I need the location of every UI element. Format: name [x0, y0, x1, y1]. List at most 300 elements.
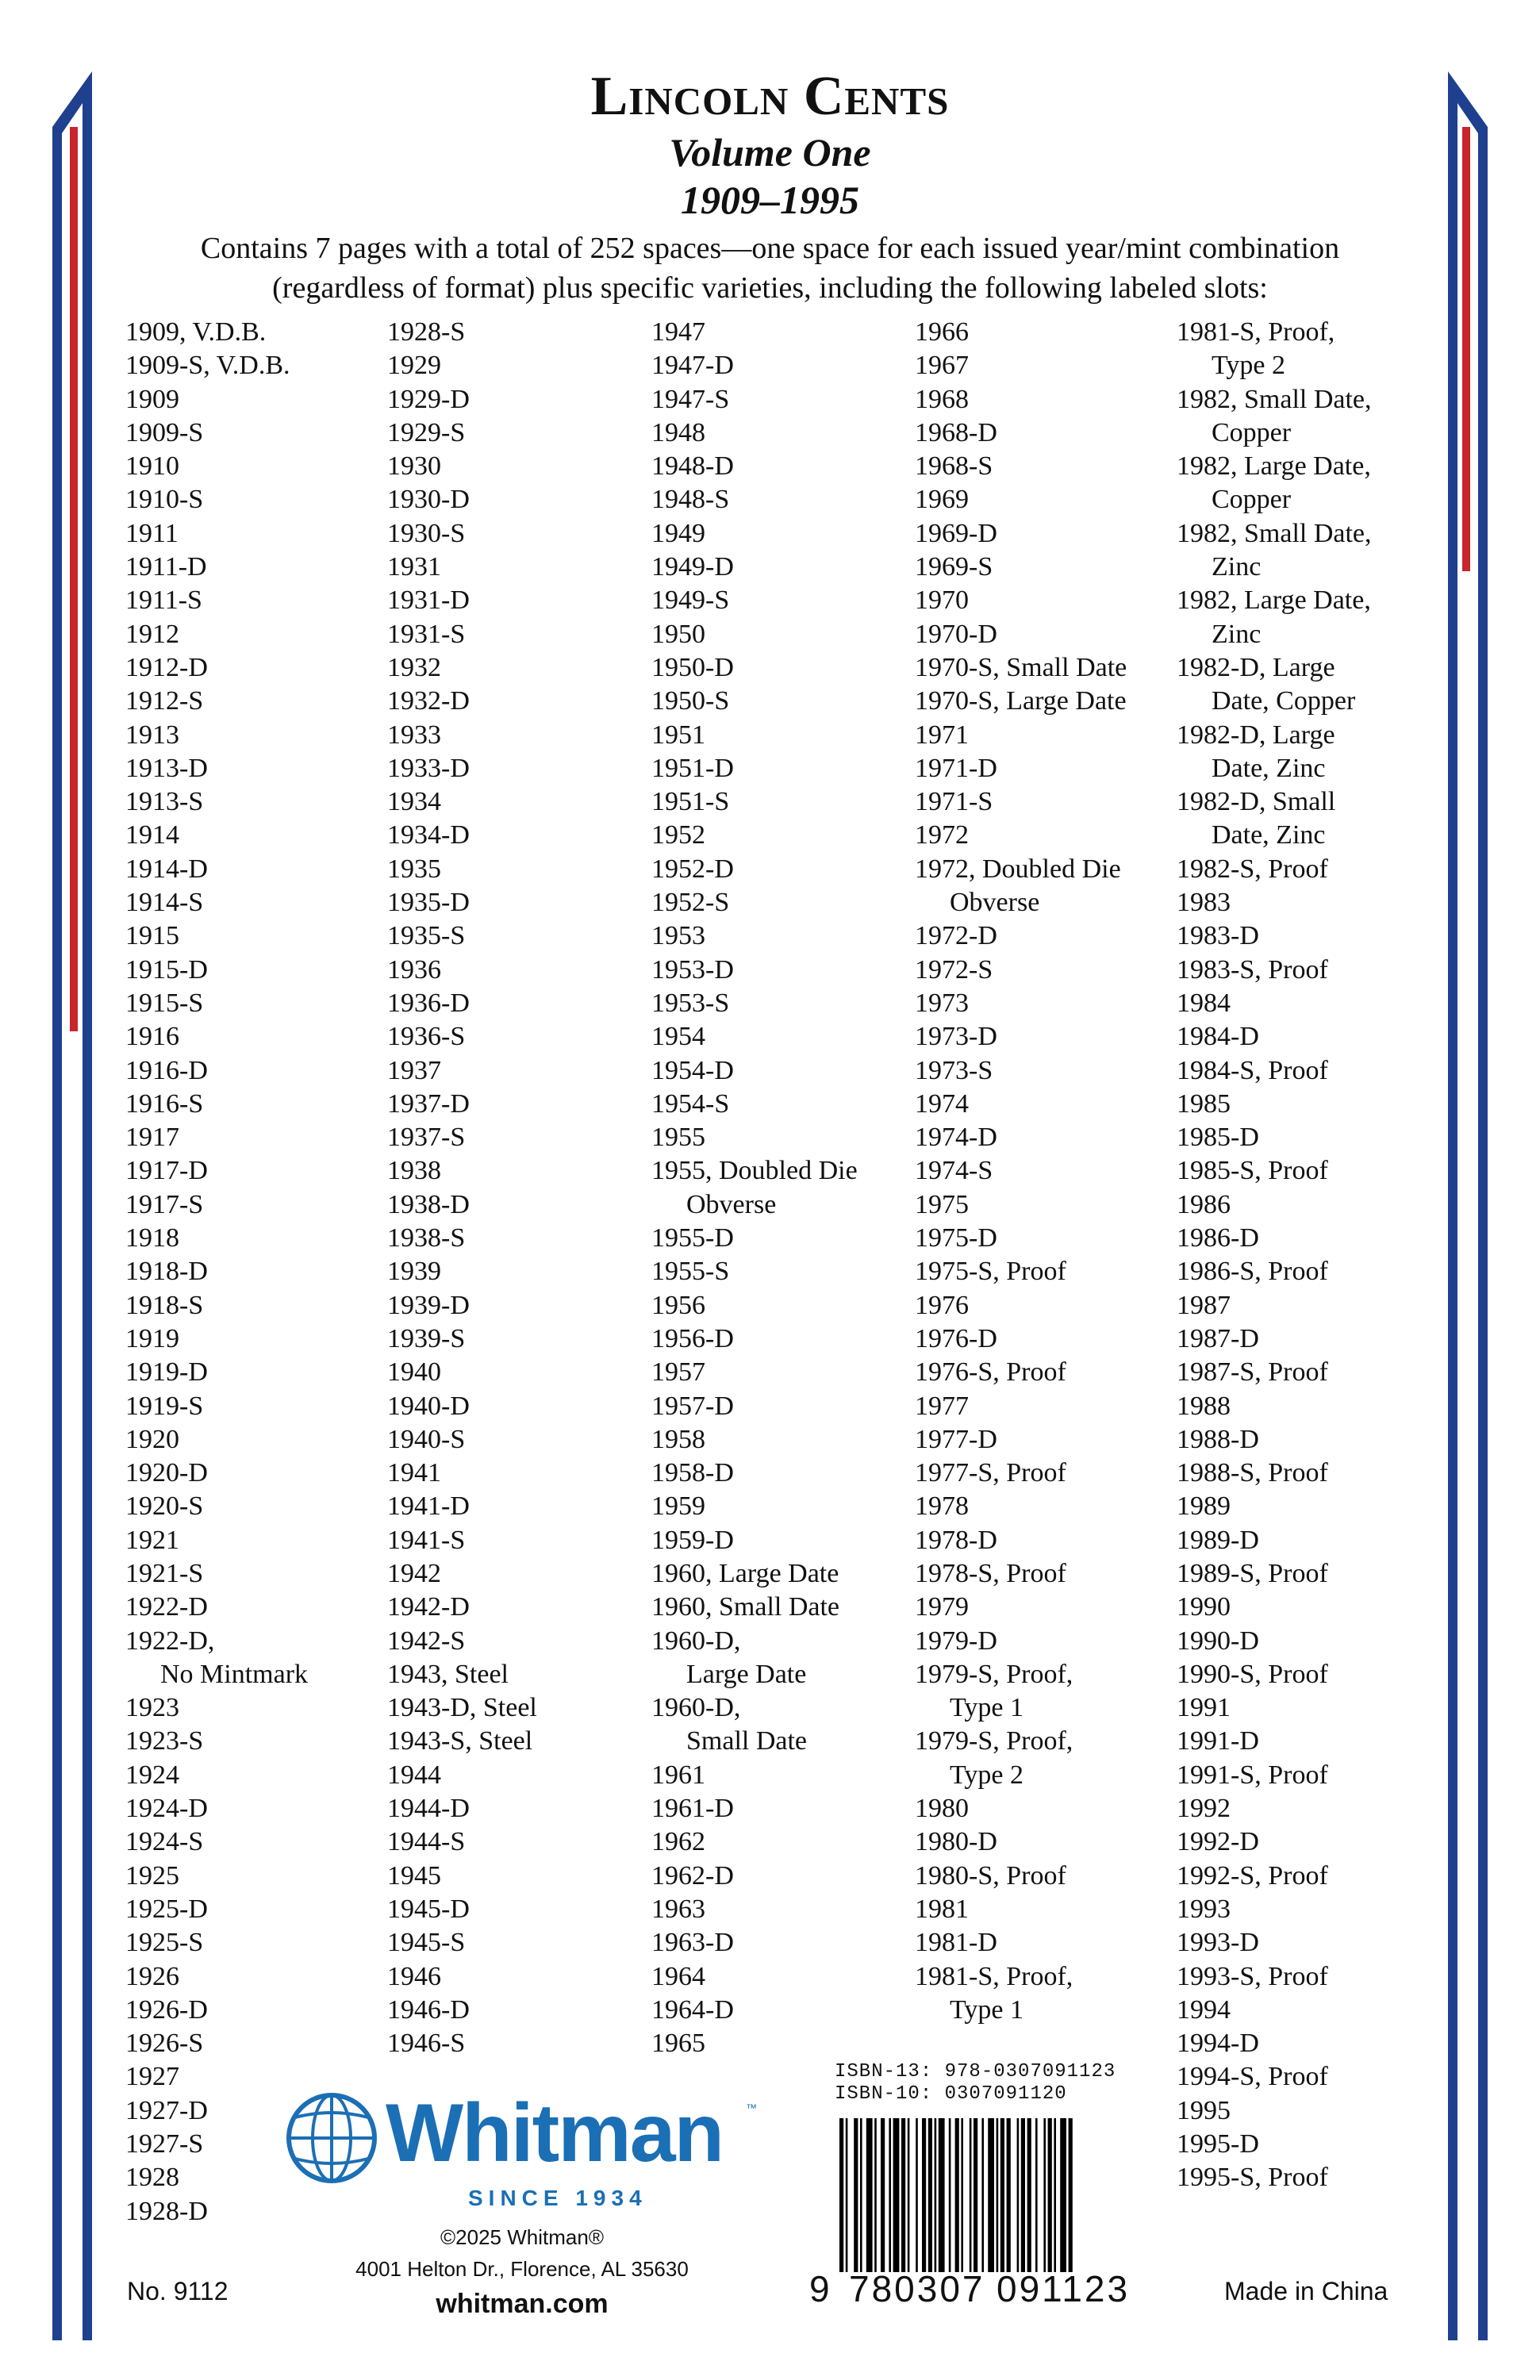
slot-entry [651, 551, 913, 584]
slot-entry [651, 785, 913, 819]
barcode-bar [860, 2118, 862, 2272]
barcode-bar [988, 2118, 994, 2272]
barcode-bar [939, 2118, 945, 2272]
slot-entry [387, 1490, 649, 1523]
slot-label: 1959-D [651, 1525, 734, 1555]
slot-entry [1177, 1625, 1438, 1658]
slot-label: 1962-D [651, 1860, 734, 1891]
barcode-bar [874, 2118, 877, 2272]
slot-entry [387, 1222, 649, 1255]
slot-label: 1977 [915, 1391, 969, 1421]
slot-entry [915, 752, 1177, 785]
slot-label: 1968-D [915, 417, 997, 447]
slot-label: 1920 [125, 1424, 179, 1454]
slot-label: 1918 [125, 1223, 179, 1253]
slot-entry [651, 719, 913, 752]
slot-label: 1972, Doubled Die [915, 854, 1121, 884]
barcode-bar [949, 2118, 951, 2272]
slot-entry [125, 651, 387, 685]
slot-label: 1982-D, Small [1177, 787, 1336, 817]
slot-label: 1985 [1177, 1088, 1231, 1119]
slot-label: 1941 [387, 1458, 441, 1488]
slot-label: 1919 [125, 1323, 179, 1353]
slot-entry [915, 584, 1177, 617]
slot-entry [651, 1557, 913, 1591]
slot-label: 1961 [651, 1760, 705, 1790]
slot-entry [1177, 1658, 1438, 1691]
slot-entry [387, 1054, 649, 1088]
slot-entry [651, 618, 913, 651]
slot-entry [651, 517, 913, 551]
slot-label: 1951 [651, 720, 705, 750]
slot-entry [651, 651, 913, 685]
slot-label: 1928-D [125, 2196, 208, 2226]
slot-entry [651, 1759, 913, 1792]
slot-label: 1985-D [1177, 1123, 1259, 1153]
slot-label: 1911 [125, 518, 179, 548]
slot-label: 1938-S [387, 1223, 466, 1253]
slot-label: 1929-S [387, 417, 466, 447]
slot-entry [387, 1356, 649, 1389]
slot-label: 1916-D [125, 1055, 208, 1085]
slot-label: 1982, Large Date, [1177, 585, 1371, 616]
slot-label: 1926 [125, 1961, 179, 1991]
slot-label: 1974-S [915, 1156, 993, 1186]
slot-entry [915, 1188, 1177, 1222]
slot-label: 1969-S [915, 552, 993, 582]
slot-label: 1986 [1177, 1189, 1231, 1219]
slot-entry [1177, 1860, 1438, 1893]
slot-entry [125, 383, 387, 416]
slot-entry [651, 1490, 913, 1523]
slot-label: 1936 [387, 954, 441, 985]
slot-label: 1923-S [125, 1726, 204, 1756]
slot-label: 1950 [651, 619, 705, 649]
slot-entry [387, 1088, 649, 1121]
slot-label: 1982, Small Date, [1177, 384, 1372, 414]
slot-label: 1919-D [125, 1357, 208, 1388]
item-number: No. 9112 [127, 2277, 229, 2305]
page-title: Lincoln Cents [590, 66, 950, 127]
slot-entry [387, 1154, 649, 1188]
slot-entry [125, 450, 387, 483]
slot-label: 1930-S [387, 518, 466, 548]
barcode-bar [1027, 2118, 1031, 2272]
slot-label: 1946-D [387, 1994, 470, 2025]
slot-label: 1976-D [915, 1323, 997, 1353]
slot-entry [125, 1457, 387, 1490]
slot-label: 1963-D [651, 1928, 734, 1958]
copyright: ©2025 Whitman® [440, 2225, 604, 2249]
barcode-bar [1035, 2118, 1038, 2272]
slot-label: 1925-S [125, 1928, 204, 1958]
slot-label: 1957 [651, 1357, 705, 1388]
slot-entry [1177, 1289, 1438, 1322]
slot-entry [915, 1625, 1177, 1658]
slot-label: 1994-S, Proof [1177, 2062, 1328, 2092]
slot-label: 1931-S [387, 619, 466, 649]
slot-label: 1940-D [387, 1391, 470, 1421]
slot-label: 1970-S, Small Date [915, 652, 1127, 682]
barcode-bar [1007, 2118, 1011, 2272]
slot-label: 1983-S, Proof [1177, 954, 1328, 985]
slot-entry [125, 1557, 387, 1591]
slot-label: 1977-S, Proof [915, 1458, 1066, 1488]
slot-entry [915, 1658, 1177, 1726]
slot-entry [1177, 785, 1438, 853]
slot-entry [125, 853, 387, 886]
slot-entry [125, 1020, 387, 1054]
slot-entry [651, 1121, 913, 1154]
slot-label: 1939-D [387, 1290, 470, 1320]
slot-entry [651, 954, 913, 987]
slot-label: 1988 [1177, 1391, 1231, 1421]
slot-label: 1988-D [1177, 1424, 1259, 1454]
slot-label: 1941-D [387, 1491, 470, 1522]
slot-entry [125, 1356, 387, 1389]
year-range: 1909–1995 [681, 178, 859, 222]
slot-entry [1177, 1524, 1438, 1557]
slot-entry [1177, 1054, 1438, 1088]
slot-label: 1951-S [651, 787, 730, 817]
slot-entry [387, 819, 649, 852]
slot-label: 1954 [651, 1022, 705, 1052]
slot-entry [915, 1725, 1177, 1792]
slot-label: 1909-S, V.D.B. [125, 351, 290, 381]
slot-label: 1912-S [125, 686, 204, 716]
slot-entry [387, 1289, 649, 1322]
slot-label: 1937-S [387, 1123, 466, 1153]
slot-label: 1938-D [387, 1189, 470, 1219]
slot-entry [125, 987, 387, 1020]
slot-entry [125, 1289, 387, 1322]
slot-label: 1917-D [125, 1156, 208, 1186]
barcode-bar [1021, 2118, 1025, 2272]
slot-label: 1993-S, Proof [1177, 1961, 1328, 1991]
barcode-bar [970, 2118, 972, 2272]
slot-entry [915, 1054, 1177, 1088]
slot-label: 1975 [915, 1189, 969, 1219]
slot-label: 1919-S [125, 1391, 204, 1421]
slot-label: 1968 [915, 384, 969, 414]
slot-entry [125, 2027, 387, 2060]
slot-label: 1968-S [915, 451, 993, 482]
slot-label: 1918-S [125, 1290, 204, 1320]
slot-entry [651, 1020, 913, 1054]
barcode-bar [961, 2118, 963, 2272]
slot-label-continuation: Zinc [1212, 619, 1262, 649]
slot-entry [1177, 1557, 1438, 1591]
slot-entry [651, 853, 913, 886]
slot-label: 1946 [387, 1961, 441, 1991]
slot-entry [1177, 450, 1438, 517]
slot-label: 1936-D [387, 988, 470, 1018]
slot-label: 1914 [125, 820, 179, 850]
barcode-bar [974, 2118, 977, 2272]
slot-label-continuation: Type 2 [950, 1760, 1023, 1790]
slot-label: 1992-D [1177, 1827, 1259, 1857]
slot-entry [1177, 1960, 1438, 1994]
slot-label: 1953 [651, 921, 705, 951]
slot-label: 1947-D [651, 351, 734, 381]
barcode-bar [866, 2118, 873, 2272]
slot-label: 1922-D [125, 1592, 208, 1622]
slot-label: 1912-D [125, 652, 208, 682]
slot-entry [915, 1222, 1177, 1255]
slot-entry [915, 483, 1177, 516]
slot-entry [125, 785, 387, 819]
slot-label: 1929-D [387, 384, 470, 414]
barcode-icon [838, 2118, 1139, 2272]
slot-label: 1976 [915, 1290, 969, 1320]
slot-entry [651, 1289, 913, 1322]
slot-entry [387, 886, 649, 919]
slot-entry [125, 1591, 387, 1624]
slot-label: 1991-S, Proof [1177, 1760, 1328, 1790]
publisher-imprint [332, 2221, 712, 2323]
slot-entry [387, 1322, 649, 1356]
slot-entry [651, 416, 913, 450]
slot-entry [651, 383, 913, 416]
slot-entry [1177, 1490, 1438, 1523]
slot-entry [915, 719, 1177, 752]
barcode-bar [839, 2118, 843, 2272]
slot-label: 1978-D [915, 1525, 997, 1555]
slot-entry [1177, 886, 1438, 919]
slot-entry [651, 1154, 913, 1222]
slot-label: 1945 [387, 1860, 441, 1891]
slot-label: 1952-D [651, 854, 734, 884]
slot-entry [387, 1457, 649, 1490]
slot-entry [651, 1994, 913, 2027]
slot-label: 1975-D [915, 1223, 997, 1253]
slot-label: 1916-S [125, 1088, 204, 1119]
slot-label: 1927-D [125, 2095, 208, 2125]
slot-entry [1177, 853, 1438, 886]
slot-label: 1915-D [125, 954, 208, 985]
slot-label: 1947-S [651, 384, 730, 414]
slot-entry [387, 919, 649, 953]
barcode-bar [928, 2118, 932, 2272]
slot-entry [125, 1926, 387, 1960]
barcode-digit-group-2: 091123 [997, 2268, 1131, 2309]
slot-entry [915, 1557, 1177, 1591]
slot-entry [1177, 584, 1438, 651]
slot-label: 1914-D [125, 854, 208, 884]
slot-label: 1949 [651, 518, 705, 548]
slot-entry [1177, 2027, 1438, 2060]
slot-label: 1983-D [1177, 921, 1259, 951]
slot-list [125, 316, 1474, 2267]
slot-entry [915, 1960, 1177, 2028]
slot-entry [651, 349, 913, 382]
barcode-bar [922, 2118, 926, 2272]
slot-label: 1973 [915, 988, 969, 1018]
slot-entry [387, 954, 649, 987]
slot-label: 1982-D, Large [1177, 720, 1335, 750]
slot-label: 1979-S, Proof, [915, 1726, 1073, 1756]
slot-entry [915, 1457, 1177, 1490]
slot-label: 1942-S [387, 1626, 466, 1656]
slot-entry [651, 685, 913, 718]
slot-label: 1924-D [125, 1794, 208, 1824]
slot-label: 1987 [1177, 1290, 1231, 1320]
left-stripe-decoration [48, 71, 95, 2340]
slot-entry [387, 1423, 649, 1457]
slot-entry [651, 752, 913, 785]
slot-entry [125, 1121, 387, 1154]
slot-label: 1978-S, Proof [915, 1558, 1066, 1588]
slot-label: 1930 [387, 451, 441, 482]
slot-label: 1987-S, Proof [1177, 1357, 1328, 1388]
slot-entry [387, 1926, 649, 1960]
slot-entry [915, 1289, 1177, 1322]
slot-label: 1954-S [651, 1088, 730, 1119]
slot-entry [125, 1188, 387, 1222]
slot-entry [387, 853, 649, 886]
slot-column-4 [915, 316, 1177, 2027]
slot-label: 1958 [651, 1424, 705, 1454]
slot-label: 1994-D [1177, 2029, 1259, 2059]
slot-label: 1965 [651, 2029, 705, 2059]
slot-entry [125, 1524, 387, 1557]
barcode-block [809, 2061, 1143, 2312]
slot-entry [1177, 383, 1438, 451]
slot-entry [915, 1390, 1177, 1423]
slot-label: 1929 [387, 351, 441, 381]
slot-entry [125, 1994, 387, 2027]
slot-label: 1979-D [915, 1626, 997, 1656]
slot-entry [1177, 651, 1438, 719]
slot-label: 1989-D [1177, 1525, 1259, 1555]
slot-label: 1989 [1177, 1491, 1231, 1522]
slot-entry [651, 1088, 913, 1121]
slot-label: 1964-D [651, 1994, 734, 2025]
slot-entry [915, 1356, 1177, 1389]
whitman-logo [284, 2087, 760, 2225]
slot-label: 1940 [387, 1357, 441, 1388]
slot-entry [1177, 2161, 1438, 2194]
slot-entry [915, 1490, 1177, 1523]
slot-label: 1928-S [387, 317, 466, 347]
slot-entry [651, 1457, 913, 1490]
slot-label: 1967 [915, 351, 969, 381]
slot-label: 1988-S, Proof [1177, 1458, 1328, 1488]
slot-label: 1935 [387, 854, 441, 884]
slot-label: 1990-D [1177, 1626, 1259, 1656]
slot-entry [915, 1121, 1177, 1154]
slot-label-continuation: Date, Zinc [1212, 753, 1326, 783]
slot-label: 1955-D [651, 1223, 734, 1253]
slot-entry [387, 1893, 649, 1926]
slot-label: 1937-D [387, 1088, 470, 1119]
slot-label: 1915 [125, 921, 179, 951]
slot-label: 1917 [125, 1123, 179, 1153]
slot-entry [1177, 1154, 1438, 1188]
slot-label: 1990-S, Proof [1177, 1659, 1328, 1689]
slot-entry [125, 1088, 387, 1121]
slot-entry [387, 1860, 649, 1893]
slot-entry [651, 584, 913, 617]
slot-label: 1972-S [915, 954, 993, 985]
slot-label: 1953-D [651, 954, 734, 985]
slot-entry [915, 1792, 1177, 1825]
slot-label: 1990 [1177, 1592, 1231, 1622]
slot-entry [651, 1893, 913, 1926]
slot-label: 1943, Steel [387, 1659, 509, 1689]
slot-entry [1177, 2060, 1438, 2094]
slot-label: 1993 [1177, 1894, 1231, 1924]
slot-label: 1948-S [651, 485, 730, 515]
slot-entry [651, 1322, 913, 1356]
slot-label: 1972-D [915, 921, 997, 951]
slot-label: 1971 [915, 720, 969, 750]
slot-entry [125, 551, 387, 584]
slot-label: 1922-D, [125, 1626, 215, 1656]
slot-label: 1909, V.D.B. [125, 317, 267, 347]
slot-entry [1177, 719, 1438, 786]
slot-entry [125, 483, 387, 516]
slot-entry [1177, 2128, 1438, 2161]
slot-label: 1924-S [125, 1827, 204, 1857]
slot-entry [387, 517, 649, 551]
slot-label: 1980-D [915, 1827, 997, 1857]
slot-label: 1952-S [651, 888, 730, 918]
barcode-bar [935, 2118, 937, 2272]
slot-label: 1973-S [915, 1055, 993, 1085]
slot-label: 1932-D [387, 686, 470, 716]
slot-label: 1939 [387, 1257, 441, 1287]
slot-label: 1971-D [915, 753, 997, 783]
slot-label-continuation: Small Date [686, 1726, 808, 1756]
slot-entry [125, 752, 387, 785]
website-link[interactable]: whitman.com [436, 2289, 609, 2319]
slot-entry [651, 886, 913, 919]
barcode-bar [893, 2118, 900, 2272]
slot-entry [915, 1322, 1177, 1356]
slot-entry [125, 685, 387, 718]
slot-entry [651, 1625, 913, 1692]
slot-label: 1991 [1177, 1693, 1231, 1723]
slot-label: 1980 [915, 1794, 969, 1824]
slot-label: 1911-D [125, 552, 207, 582]
slot-entry [915, 1591, 1177, 1624]
slot-entry [651, 1691, 913, 1759]
description-line-2: (regardless of format) plus specific varieties, including the following labeled slots: [272, 271, 1268, 305]
barcode-bar [901, 2118, 905, 2272]
slot-entry [651, 1255, 913, 1288]
slot-entry [387, 316, 649, 349]
slot-entry [651, 2027, 913, 2060]
slot-label: 1986-D [1177, 1223, 1259, 1253]
slot-entry [651, 1825, 913, 1859]
slot-label: 1937 [387, 1055, 441, 1085]
slot-label: 1925 [125, 1860, 179, 1891]
slot-label: 1925-D [125, 1894, 208, 1924]
slot-entry [651, 450, 913, 483]
slot-entry [125, 1255, 387, 1288]
slot-label: 1966 [915, 317, 969, 347]
slot-entry [387, 1020, 649, 1054]
slot-label: 1982-D, Large [1177, 652, 1335, 682]
slot-entry [651, 987, 913, 1020]
slot-entry [915, 919, 1177, 953]
slot-entry [387, 1825, 649, 1859]
barcode-lead-digit: 9 [809, 2268, 832, 2309]
slot-label: 1909-S [125, 417, 204, 447]
country-of-origin: Made in China [1224, 2277, 1388, 2305]
slot-label: 1943-D, Steel [387, 1693, 537, 1723]
